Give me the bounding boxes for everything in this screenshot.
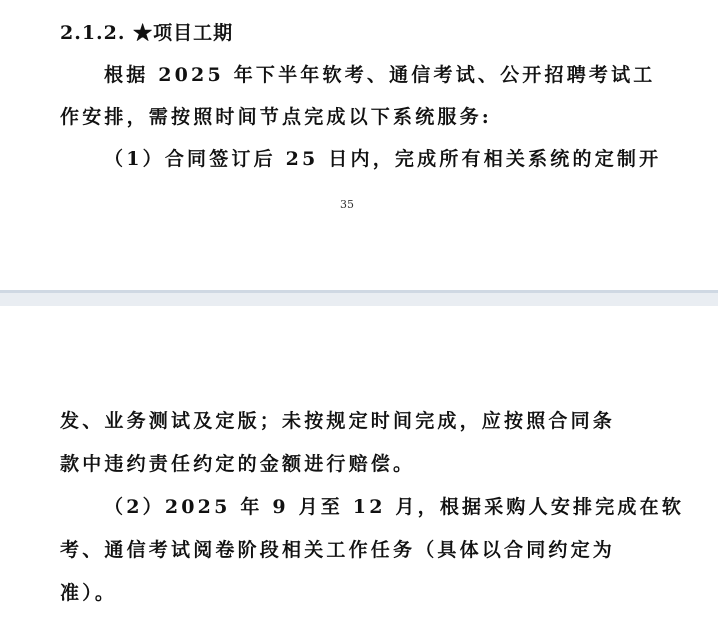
page-separator <box>0 290 718 306</box>
paragraph-line-7: 考、通信考试阅卷阶段相关工作任务（具体以合同约定为 <box>60 539 616 561</box>
section-heading: 2.1.2. ★项目工期 <box>60 22 234 44</box>
document-page-35 <box>0 0 688 290</box>
paragraph-line-2: 作安排，需按照时间节点完成以下系统服务: <box>60 106 493 128</box>
paragraph-line-5: 款中违约责任约定的金额进行赔偿。 <box>60 453 416 475</box>
paragraph-line-4: 发、业务测试及定版；未按规定时间完成，应按照合同条 <box>60 410 616 432</box>
page-number: 35 <box>340 198 354 211</box>
document-page-36 <box>0 306 688 634</box>
paragraph-line-1: 根据 2025 年下半年软考、通信考试、公开招聘考试工 <box>104 64 656 86</box>
paragraph-line-3: （1）合同签订后 25 日内，完成所有相关系统的定制开 <box>104 148 662 170</box>
paragraph-line-6: （2）2025 年 9 月至 12 月，根据采购人安排完成在软 <box>104 496 685 518</box>
paragraph-line-8: 准）。 <box>60 582 118 604</box>
